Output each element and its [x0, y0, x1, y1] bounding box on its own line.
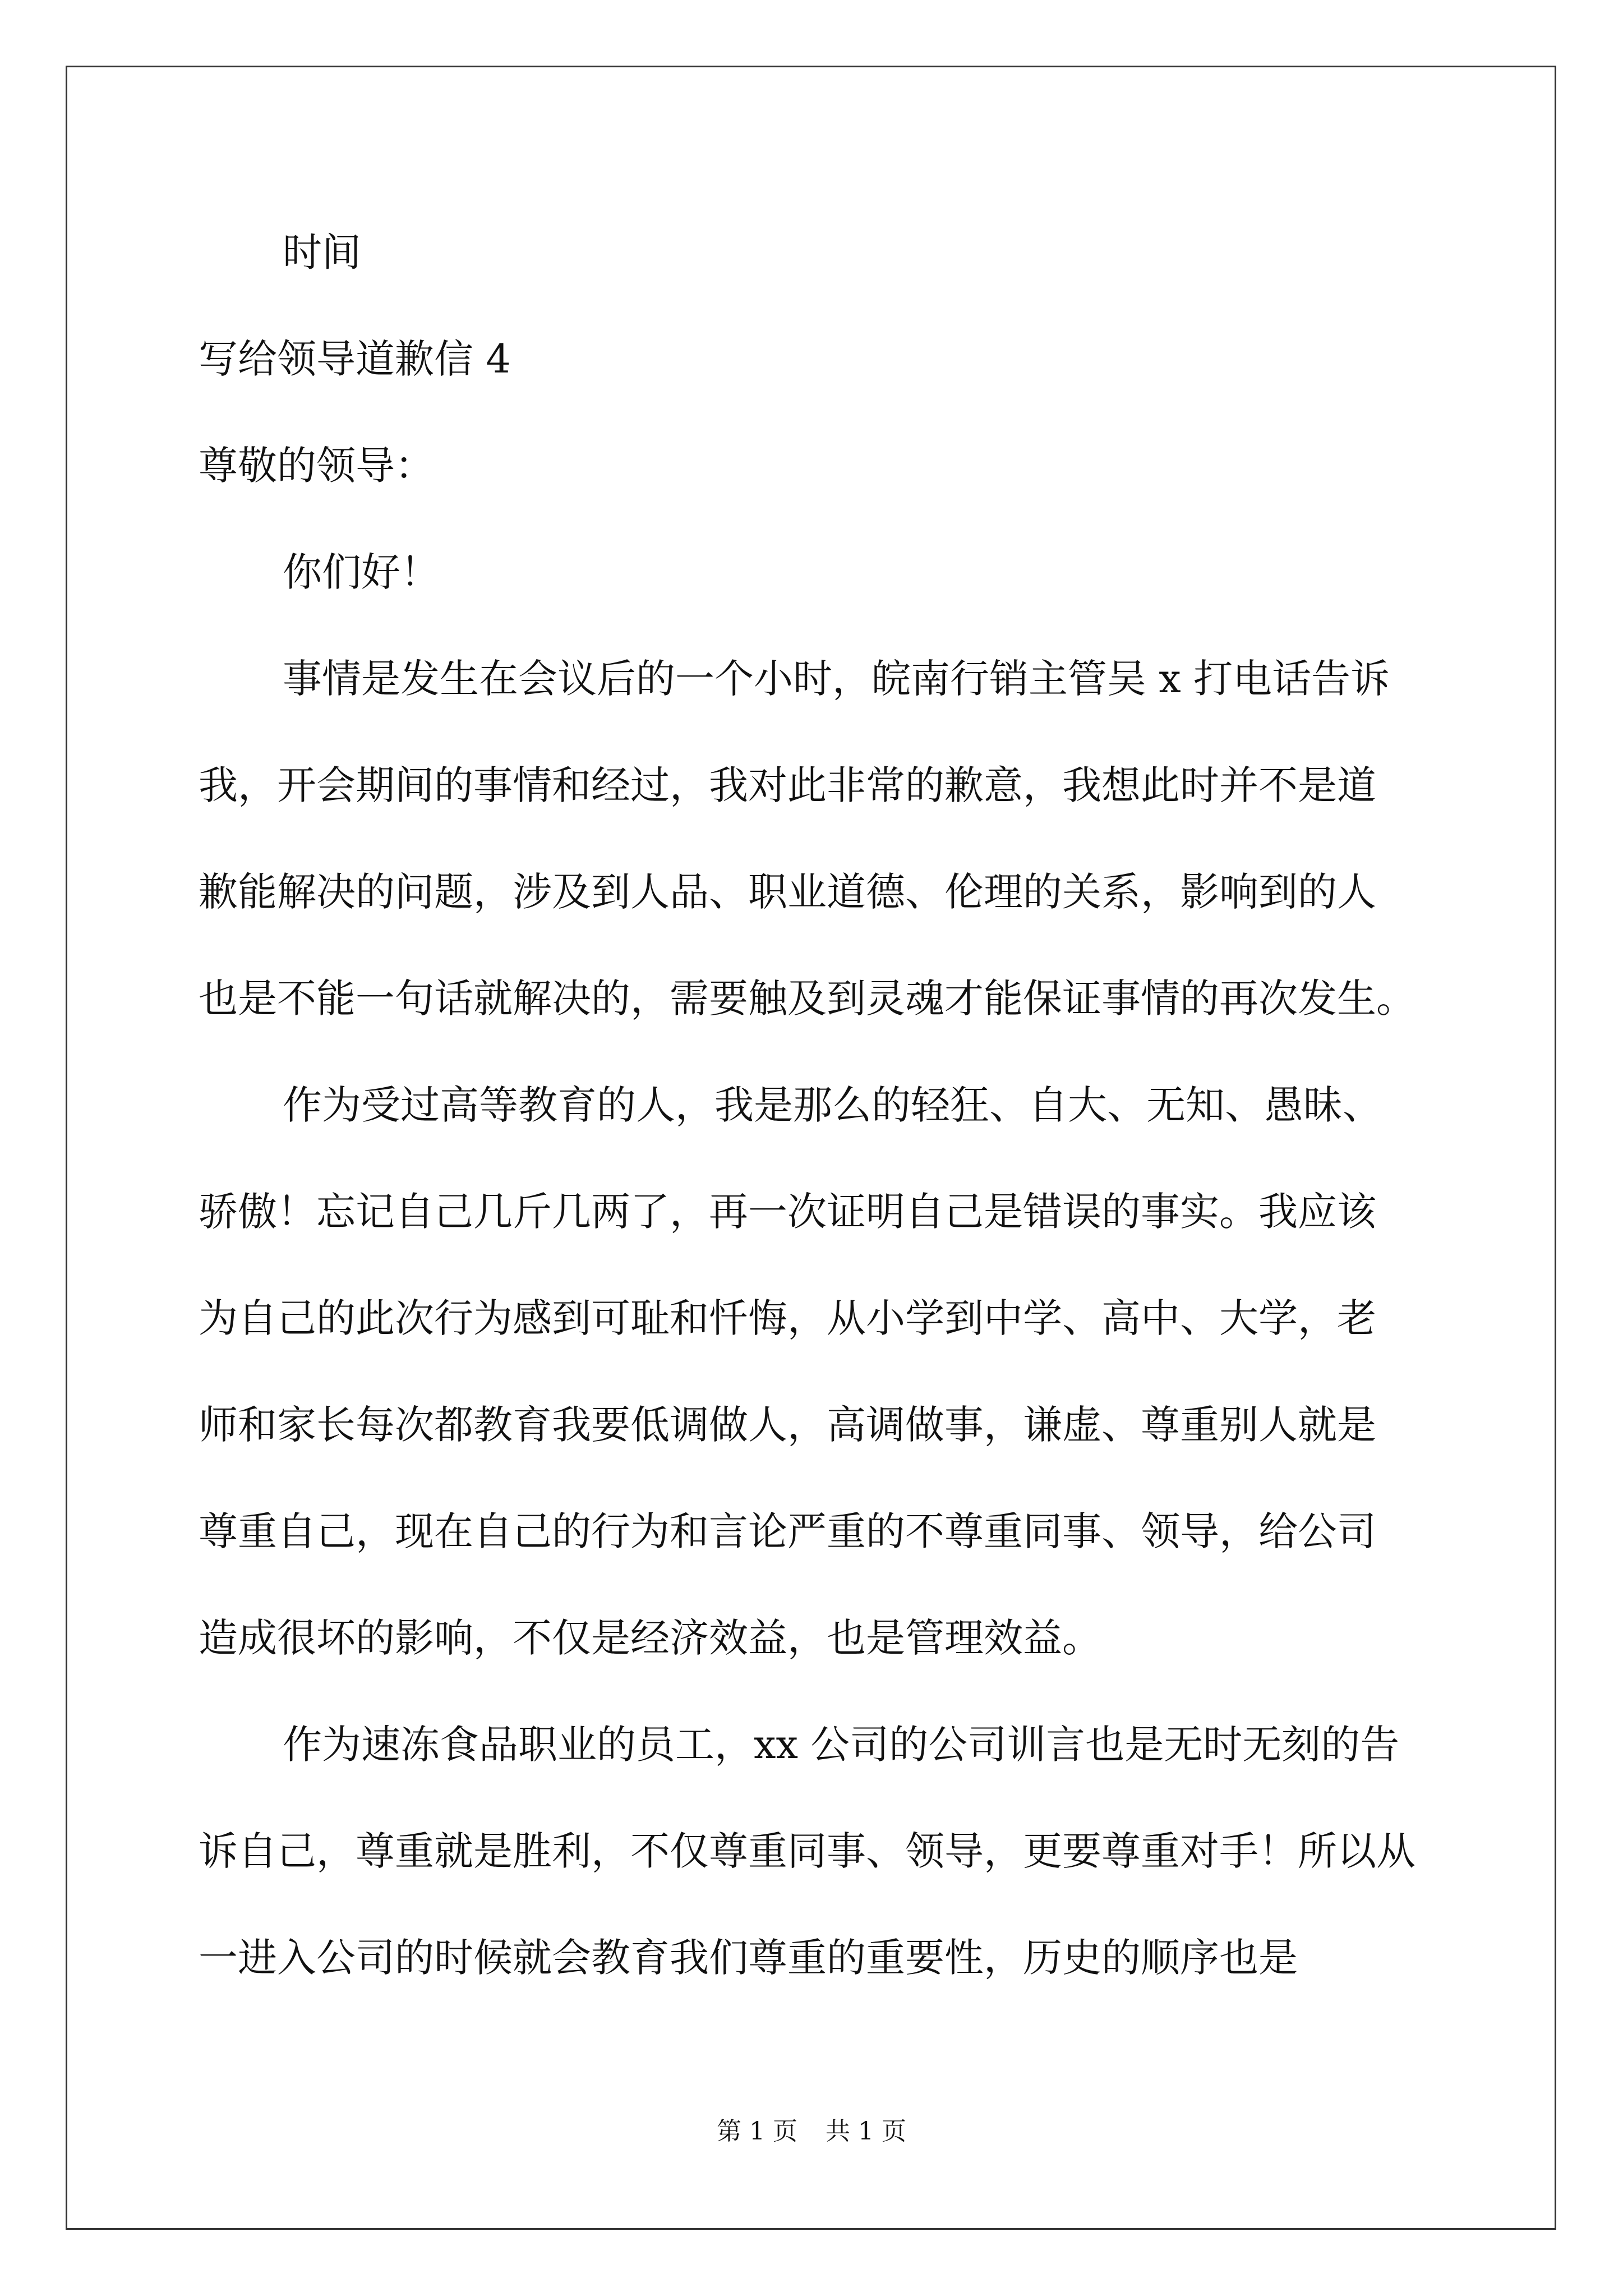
- body-line: 也是不能一句话就解决的，需要触及到灵魂才能保证事情的再次发生。: [199, 976, 1415, 1022]
- body-line: 师和家长每次都教育我要低调做人，高调做事，谦虚、尊重别人就是: [199, 1402, 1376, 1448]
- body-line: 诉自己，尊重就是胜利，不仅尊重同事、领导，更要尊重对手！所以从: [199, 1828, 1415, 1874]
- page-footer: [0, 2115, 1623, 2148]
- letter-title: 写给领导道歉信 4: [199, 336, 511, 382]
- page-number: 第 1 页: [717, 2117, 797, 2146]
- page-total: 共 1 页: [826, 2117, 906, 2146]
- body-line: 作为受过高等教育的人，我是那么的轻狂、自大、无知、愚昧、: [283, 1082, 1382, 1128]
- greeting: 你们好！: [283, 549, 440, 595]
- body-line: 我，开会期间的事情和经过，我对此非常的歉意，我想此时并不是道: [199, 762, 1376, 808]
- body-line: 尊重自己，现在自己的行为和言论严重的不尊重同事、领导，给公司: [199, 1508, 1376, 1554]
- body-line: 作为速冻食品职业的员工，xx 公司的公司训言也是无时无刻的告: [283, 1722, 1400, 1768]
- time-line: 时间: [283, 229, 361, 275]
- body-line: 事情是发生在会议后的一个小时，皖南行销主管吴 x 打电话告诉: [283, 656, 1390, 702]
- body-line: 一进入公司的时候就会教育我们尊重的重要性，历史的顺序也是: [199, 1935, 1298, 1981]
- body-line: 骄傲！忘记自己几斤几两了，再一次证明自己是错误的事实。我应该: [199, 1189, 1376, 1235]
- body-line: 造成很坏的影响，不仅是经济效益，也是管理效益。: [199, 1615, 1101, 1661]
- body-line: 歉能解决的问题，涉及到人品、职业道德、伦理的关系，影响到的人: [199, 869, 1376, 915]
- page-border: [66, 66, 1556, 2230]
- body-line: 为自己的此次行为感到可耻和忏悔，从小学到中学、高中、大学，老: [199, 1295, 1376, 1341]
- salutation: 尊敬的领导：: [199, 443, 434, 489]
